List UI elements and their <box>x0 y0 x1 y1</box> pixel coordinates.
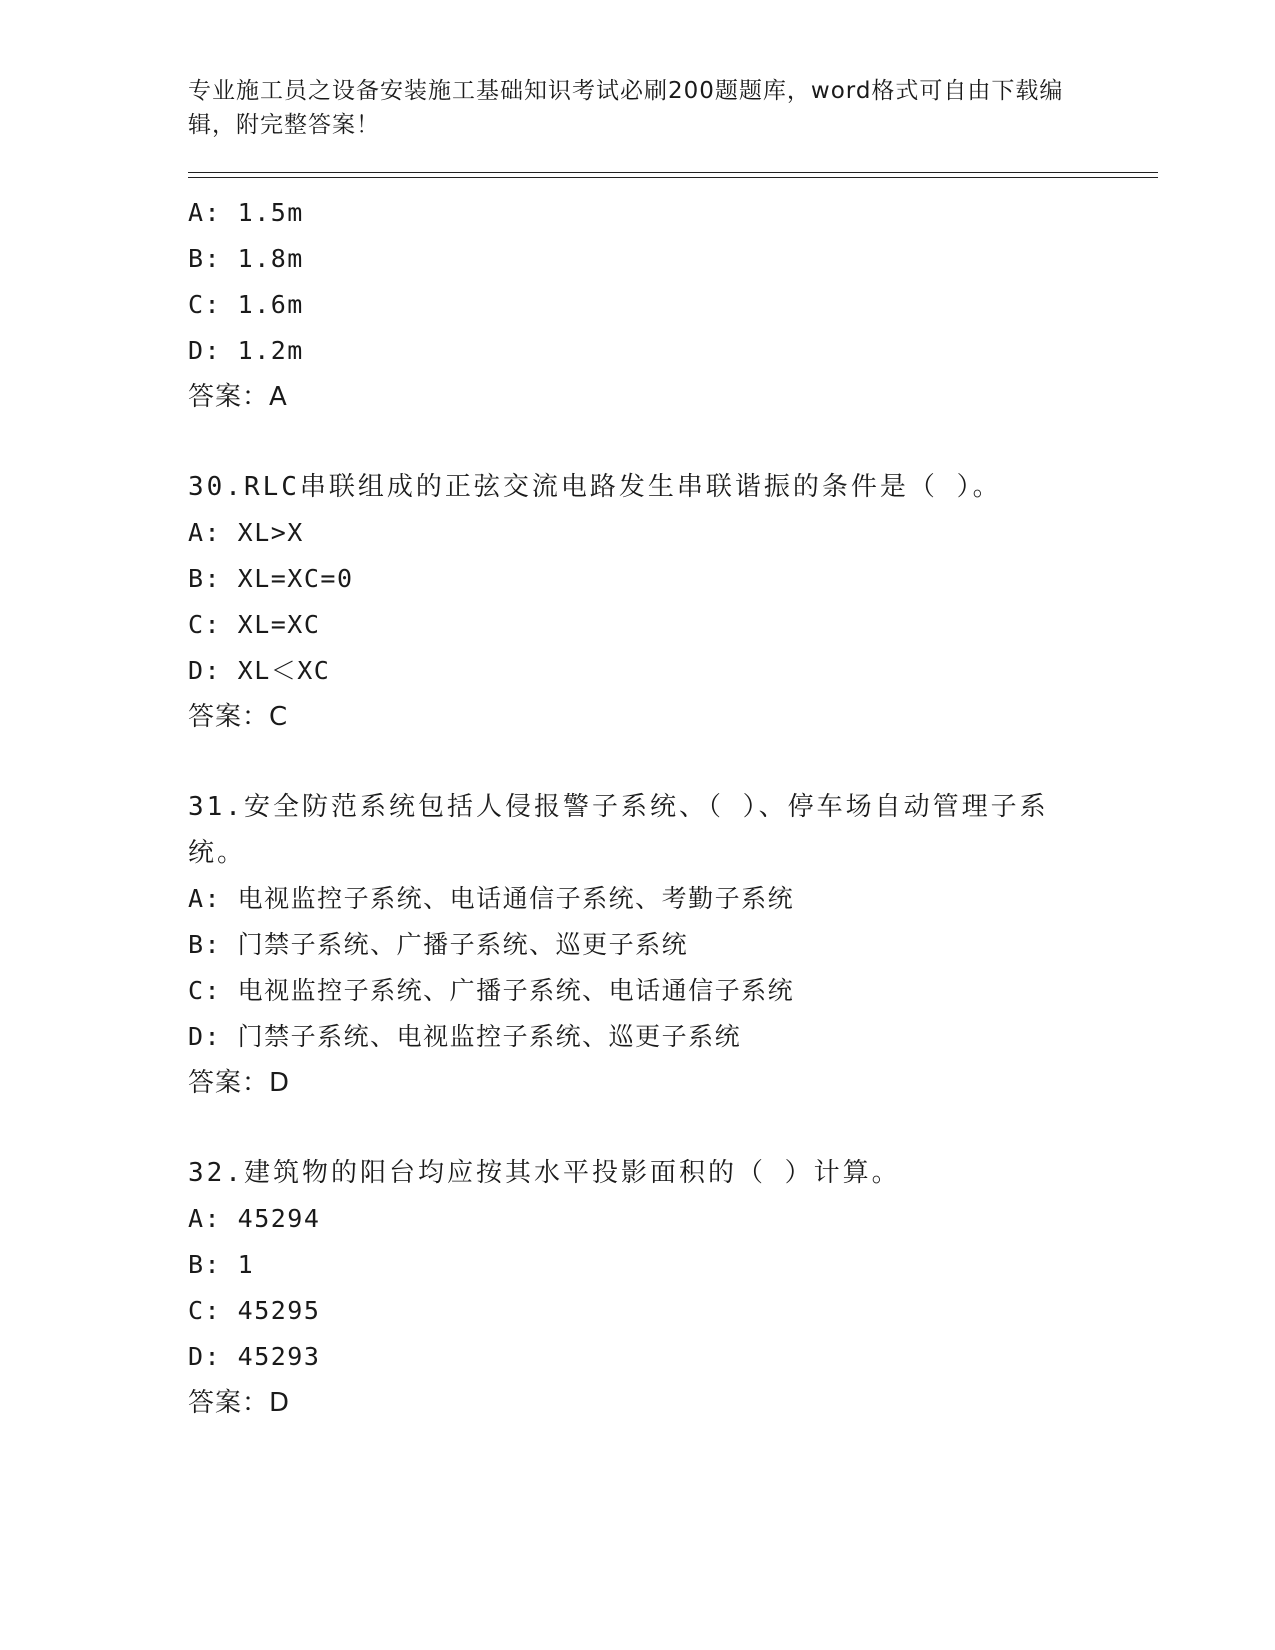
question-list <box>188 190 1088 1426</box>
question-block-30 <box>188 464 1088 740</box>
answer-text: 答案：D <box>188 1388 291 1418</box>
option-d: D: 45293 <box>188 1342 321 1371</box>
option-a: A: 电视监控子系统、电话通信子系统、考勤子系统 <box>188 884 795 913</box>
option-c: C: 1.6m <box>188 290 304 319</box>
question-block-32 <box>188 1150 1088 1426</box>
answer-text: 答案：C <box>188 702 289 732</box>
option-b: B: XL=XC=0 <box>188 564 354 593</box>
option-a: A: XL>X <box>188 518 304 547</box>
question-block-31 <box>188 784 1088 1106</box>
answer-text: 答案：A <box>188 382 288 412</box>
question-block-prev <box>188 190 1088 420</box>
document-header: 专业施工员之设备安装施工基础知识考试必刷200题题库，word格式可自由下载编辑，附完整答案！ <box>188 78 1064 138</box>
option-d: D: 1.2m <box>188 336 304 365</box>
question-stem: 31.安全防范系统包括人侵报警子系统、（ ）、停车场自动管理子系统。 <box>188 792 1049 868</box>
option-d: D: 门禁子系统、电视监控子系统、巡更子系统 <box>188 1022 742 1051</box>
question-stem: 30.RLC串联组成的正弦交流电路发生串联谐振的条件是（ ）。 <box>188 472 1002 502</box>
answer-text: 答案：D <box>188 1068 291 1098</box>
question-stem: 32.建筑物的阳台均应按其水平投影面积的（ ）计算。 <box>188 1158 901 1188</box>
option-c: C: 45295 <box>188 1296 321 1325</box>
header-rule-bottom <box>188 177 1158 178</box>
option-b: B: 1.8m <box>188 244 304 273</box>
option-b: B: 门禁子系统、广播子系统、巡更子系统 <box>188 930 689 959</box>
header-rule-top <box>188 172 1158 173</box>
option-b: B: 1 <box>188 1250 255 1279</box>
option-d: D: XL＜XC <box>188 656 331 685</box>
option-c: C: XL=XC <box>188 610 321 639</box>
option-c: C: 电视监控子系统、广播子系统、电话通信子系统 <box>188 976 795 1005</box>
option-a: A: 45294 <box>188 1204 321 1233</box>
option-a: A: 1.5m <box>188 198 304 227</box>
